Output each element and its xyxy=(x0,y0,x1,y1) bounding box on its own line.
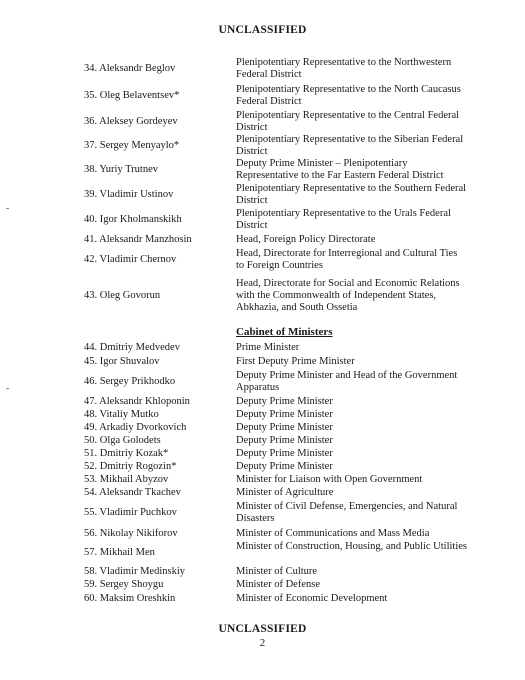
entry-position: Deputy Prime Minister and Head of the Government Apparatus xyxy=(236,370,458,393)
entry-name: 59. Sergey Shoygu xyxy=(84,579,164,590)
entry-name: 53. Mikhail Abyzov xyxy=(84,474,169,485)
entry-name: 34. Aleksandr Beglov xyxy=(84,63,176,74)
entry-name: 36. Aleksey Gordeyev xyxy=(84,116,178,127)
entry-position: Plenipotentiary Representative to the Northwestern Federal District xyxy=(236,57,452,80)
entry-position: Plenipotentiary Representative to the Siberian Federal District xyxy=(236,134,464,157)
entry-position: Deputy Prime Minister xyxy=(236,422,333,433)
entry-position: Plenipotentiary Representative to the Urals Federal District xyxy=(236,208,451,231)
entry-name: 47. Aleksandr Khloponin xyxy=(84,396,190,407)
entry-position: Minister of Communications and Mass Media xyxy=(236,528,430,539)
page-number: 2 xyxy=(259,637,266,649)
entry-name: 60. Maksim Oreshkin xyxy=(84,593,176,604)
entry-name: 49. Arkadiy Dvorkovich xyxy=(84,422,187,433)
entry-name: 52. Dmitriy Rogozin* xyxy=(84,461,177,472)
entry-name: 42. Vladimir Chernov xyxy=(84,254,177,265)
entry-position: Minister of Civil Defense, Emergencies, and Natural Disasters xyxy=(236,501,458,524)
entry-position: Deputy Prime Minister xyxy=(236,409,333,420)
entry-name: 45. Igor Shuvalov xyxy=(84,356,160,367)
entry-position: Prime Minister xyxy=(236,342,300,353)
entry-position: Plenipotentiary Representative to the Southern Federal District xyxy=(236,183,467,206)
entry-name: 46. Sergey Prikhodko xyxy=(84,376,176,387)
entry-position: Head, Directorate for Social and Economic Relations with the Commonwealth of Independent States, Abkhazia, and South Ossetia xyxy=(236,278,460,313)
entry-name: 57. Mikhail Men xyxy=(84,547,155,558)
entry-name: 43. Oleg Govorun xyxy=(84,290,161,301)
entry-position: Minister of Defense xyxy=(236,579,320,590)
section-heading-cabinet: Cabinet of Ministers xyxy=(236,326,333,338)
entry-position: Head, Foreign Policy Directorate xyxy=(236,234,376,245)
entry-name: 40. Igor Kholmanskikh xyxy=(84,214,182,225)
entry-position: Minister of Construction, Housing, and Public Utilities xyxy=(236,541,467,552)
entry-name: 37. Sergey Menyaylo* xyxy=(84,140,180,151)
entry-name: 58. Vladimir Medinskiy xyxy=(84,566,186,577)
entry-name: 55. Vladimir Puchkov xyxy=(84,507,177,518)
entry-name: 50. Olga Golodets xyxy=(84,435,161,446)
entry-position: Plenipotentiary Representative to the Central Federal District xyxy=(236,110,460,133)
entry-position: Minister for Liaison with Open Government xyxy=(236,474,423,485)
entry-name: 44. Dmitriy Medvedev xyxy=(84,342,180,353)
entry-name: 41. Aleksandr Manzhosin xyxy=(84,234,192,245)
entry-position: Plenipotentiary Representative to the North Caucasus Federal District xyxy=(236,84,461,107)
entry-position: Head, Directorate for Interregional and Cultural Ties to Foreign Countries xyxy=(236,248,458,271)
entry-position: Deputy Prime Minister xyxy=(236,435,333,446)
entry-name: 35. Oleg Belaventsev* xyxy=(84,90,180,101)
scan-speck xyxy=(6,388,9,389)
entry-position: Deputy Prime Minister xyxy=(236,461,333,472)
entry-name: 39. Vladimir Ustinov xyxy=(84,189,174,200)
entry-name: 56. Nikolay Nikiforov xyxy=(84,528,178,539)
entry-name: 51. Dmitriy Kozak* xyxy=(84,448,169,459)
classification-footer: UNCLASSIFIED xyxy=(218,623,307,635)
entry-position: Minister of Agriculture xyxy=(236,487,334,498)
entry-position: Minister of Economic Development xyxy=(236,593,388,604)
scan-speck xyxy=(6,208,9,209)
entry-position: Deputy Prime Minister xyxy=(236,396,333,407)
entry-name: 38. Yuriy Trutnev xyxy=(84,164,158,175)
entry-position: Deputy Prime Minister xyxy=(236,448,333,459)
entry-name: 48. Vitaliy Mutko xyxy=(84,409,159,420)
entry-position: Deputy Prime Minister – Plenipotentiary Representative to the Far Eastern Federal District xyxy=(236,158,444,181)
entry-name: 54. Aleksandr Tkachev xyxy=(84,487,181,498)
entry-position: First Deputy Prime Minister xyxy=(236,356,355,367)
classification-header: UNCLASSIFIED xyxy=(218,24,307,36)
entry-position: Minister of Culture xyxy=(236,566,318,577)
